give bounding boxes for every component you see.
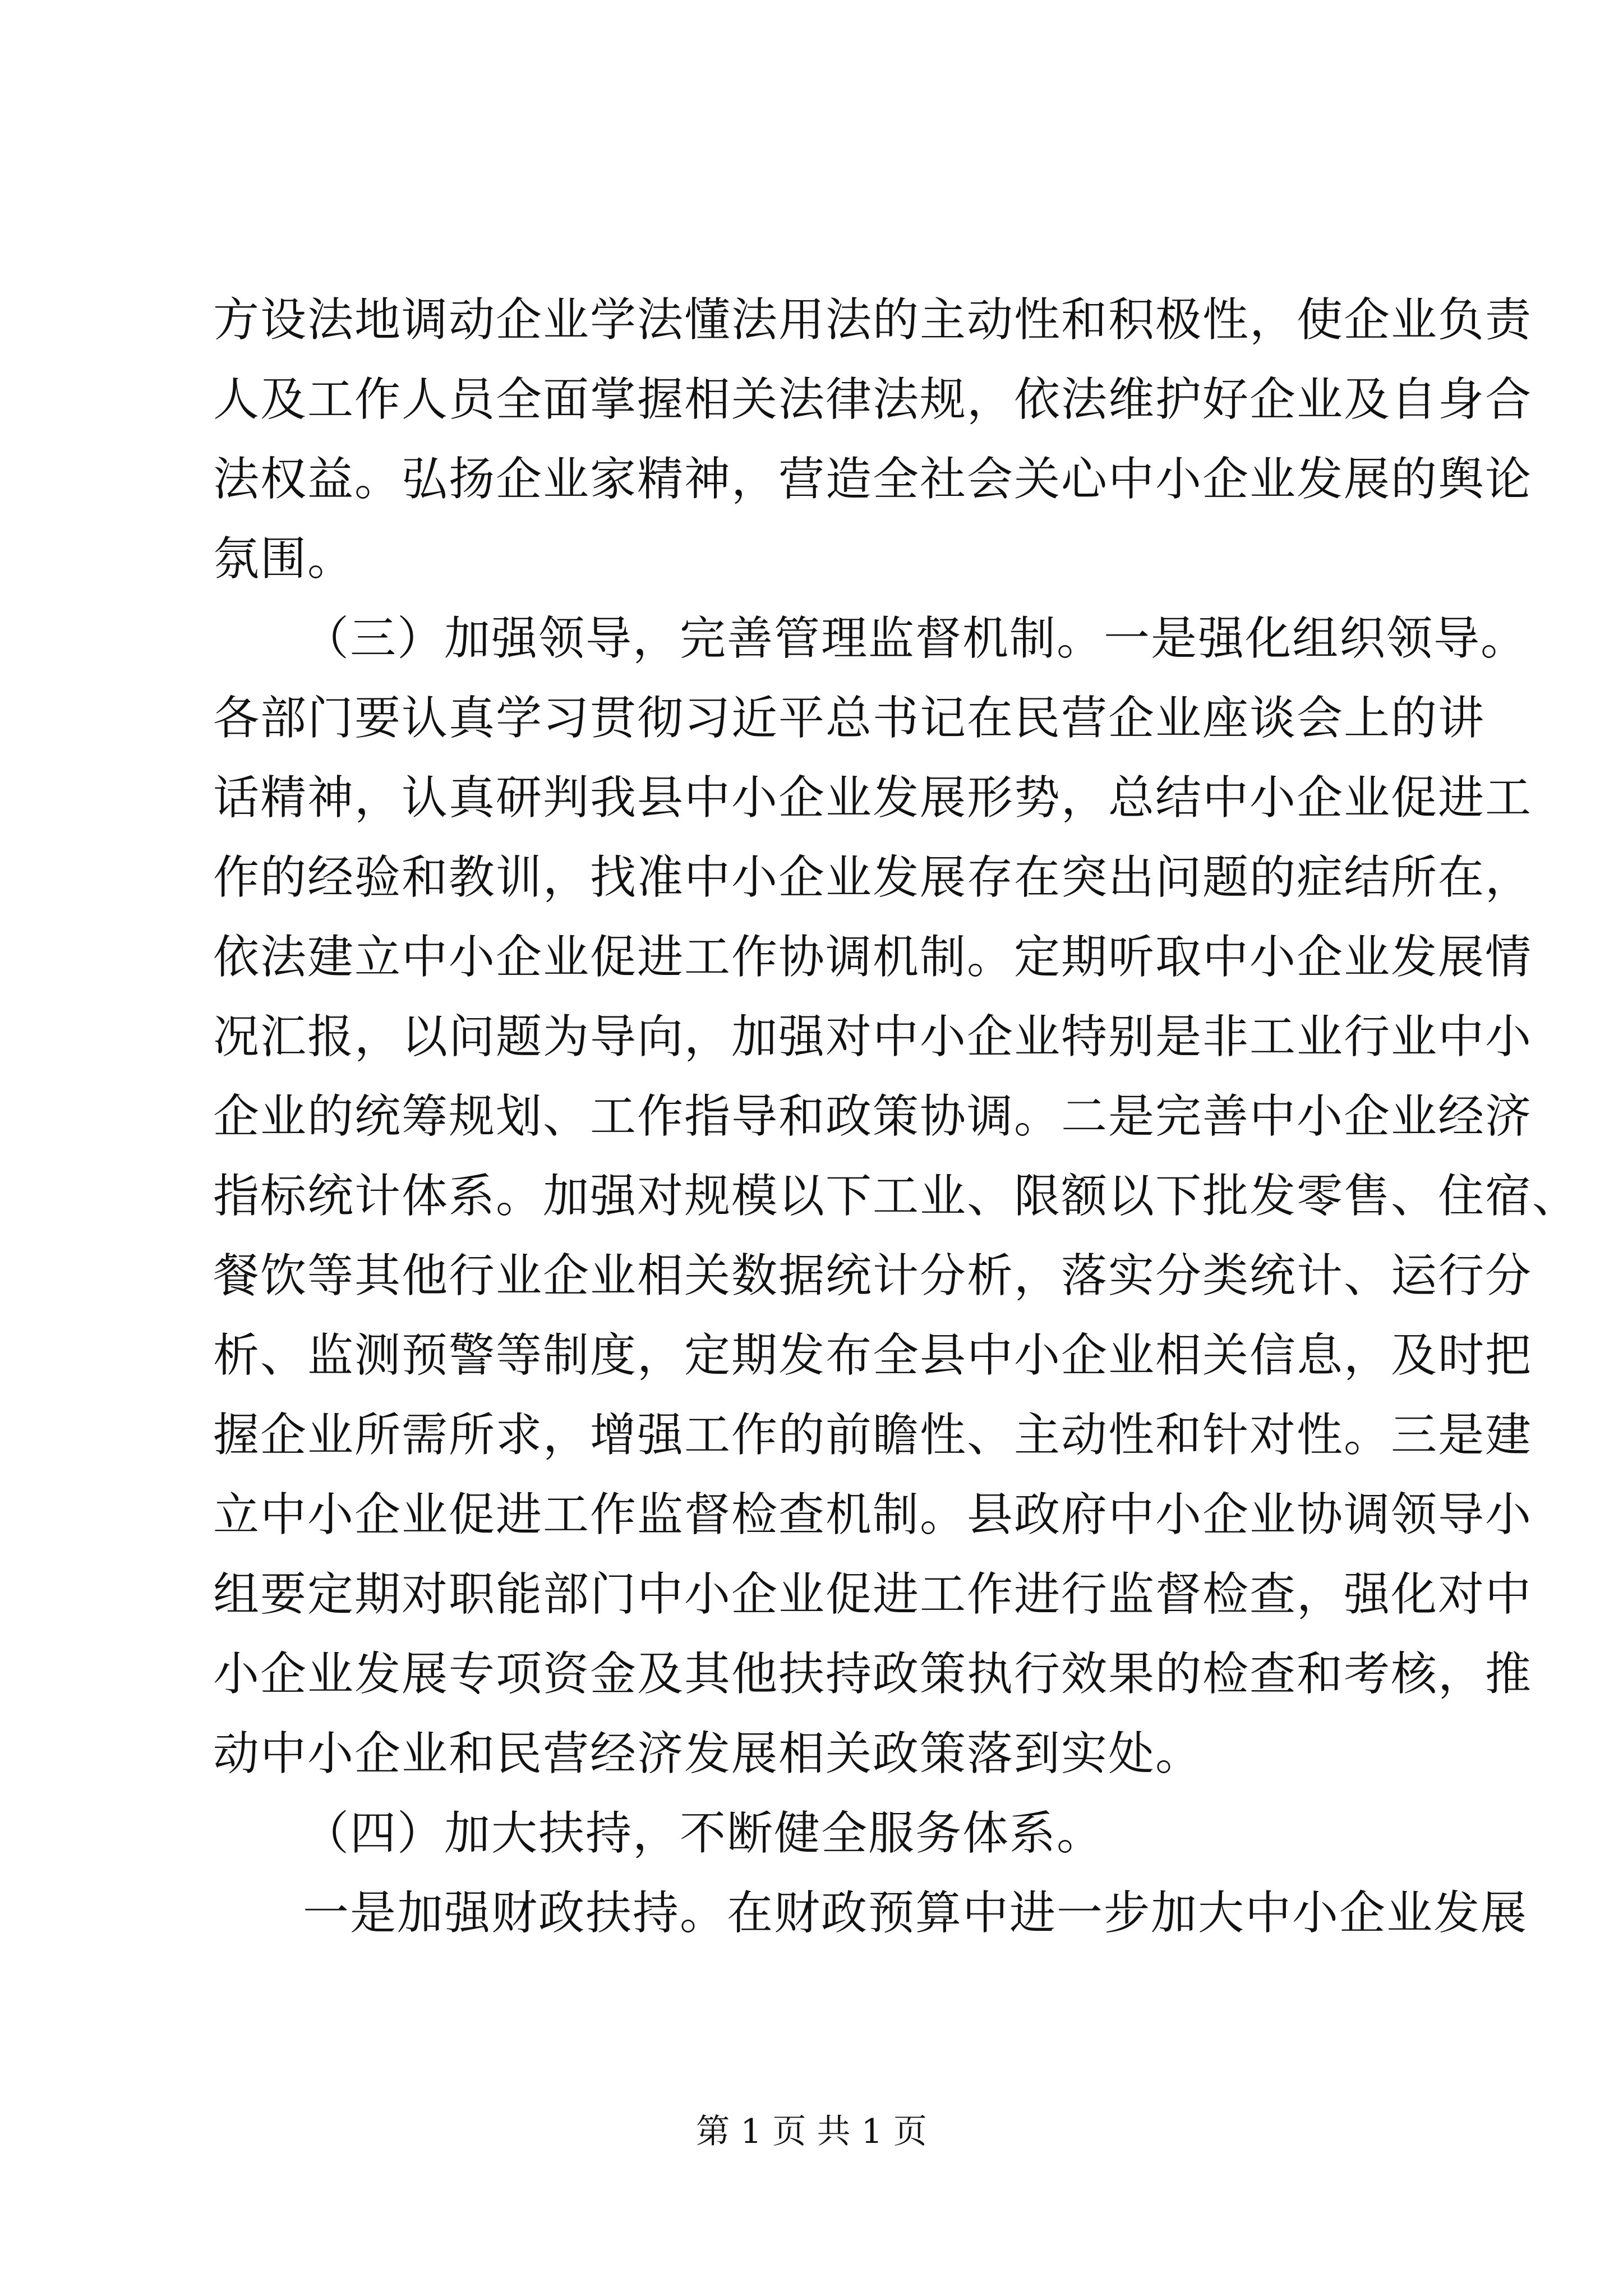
- body-line: 氛围。: [213, 532, 355, 586]
- body-line: 企业的统筹规划、工作指导和政策协调。二是完善中小企业经济: [213, 1090, 1533, 1143]
- body-line: 立中小企业促进工作监督检查机制。县政府中小企业协调领导小: [213, 1488, 1533, 1542]
- body-line: 组要定期对职能部门中小企业促进工作进行监督检查，强化对中: [213, 1568, 1533, 1621]
- body-line: 餐饮等其他行业企业相关数据统计分析，落实分类统计、运行分: [213, 1249, 1533, 1303]
- body-line: 依法建立中小企业促进工作协调机制。定期听取中小企业发展情: [213, 931, 1533, 984]
- body-line: 人及工作人员全面掌握相关法律法规，依法维护好企业及自身合: [213, 373, 1533, 426]
- page-footer: 第 1 页 共 1 页: [696, 2112, 927, 2151]
- body-line: 各部门要认真学习贯彻习近平总书记在民营企业座谈会上的讲: [213, 692, 1486, 745]
- body-line: 一是加强财政扶持。在财政预算中进一步加大中小企业发展: [303, 1887, 1528, 1940]
- body-line: 小企业发展专项资金及其他扶持政策执行效果的检查和考核，推: [213, 1648, 1533, 1701]
- body-line: 法权益。弘扬企业家精神，营造全社会关心中小企业发展的舆论: [213, 453, 1533, 506]
- document-body: [213, 280, 1580, 1953]
- body-line: 动中小企业和民营经济发展相关政策落到实处。: [213, 1727, 1203, 1780]
- section-heading-4: （四）加大扶持，不断健全服务体系。: [303, 1807, 1104, 1860]
- body-line: 况汇报，以问题为导向，加强对中小企业特别是非工业行业中小: [213, 1010, 1533, 1064]
- body-line: 作的经验和教训，找准中小企业发展存在突出问题的症结所在，: [213, 851, 1533, 904]
- body-line: 话精神，认真研判我县中小企业发展形势，总结中小企业促进工: [213, 771, 1533, 825]
- body-line: 握企业所需所求，增强工作的前瞻性、主动性和针对性。三是建: [213, 1409, 1533, 1462]
- section-heading-3: （三）加强领导，完善管理监督机制。一是强化组织领导。: [303, 612, 1528, 665]
- body-line: 指标统计体系。加强对规模以下工业、限额以下批发零售、住宿、: [213, 1170, 1580, 1223]
- body-line: 方设法地调动企业学法懂法用法的主动性和积极性，使企业负责: [213, 293, 1533, 347]
- body-line: 析、监测预警等制度，定期发布全县中小企业相关信息，及时把: [213, 1329, 1533, 1382]
